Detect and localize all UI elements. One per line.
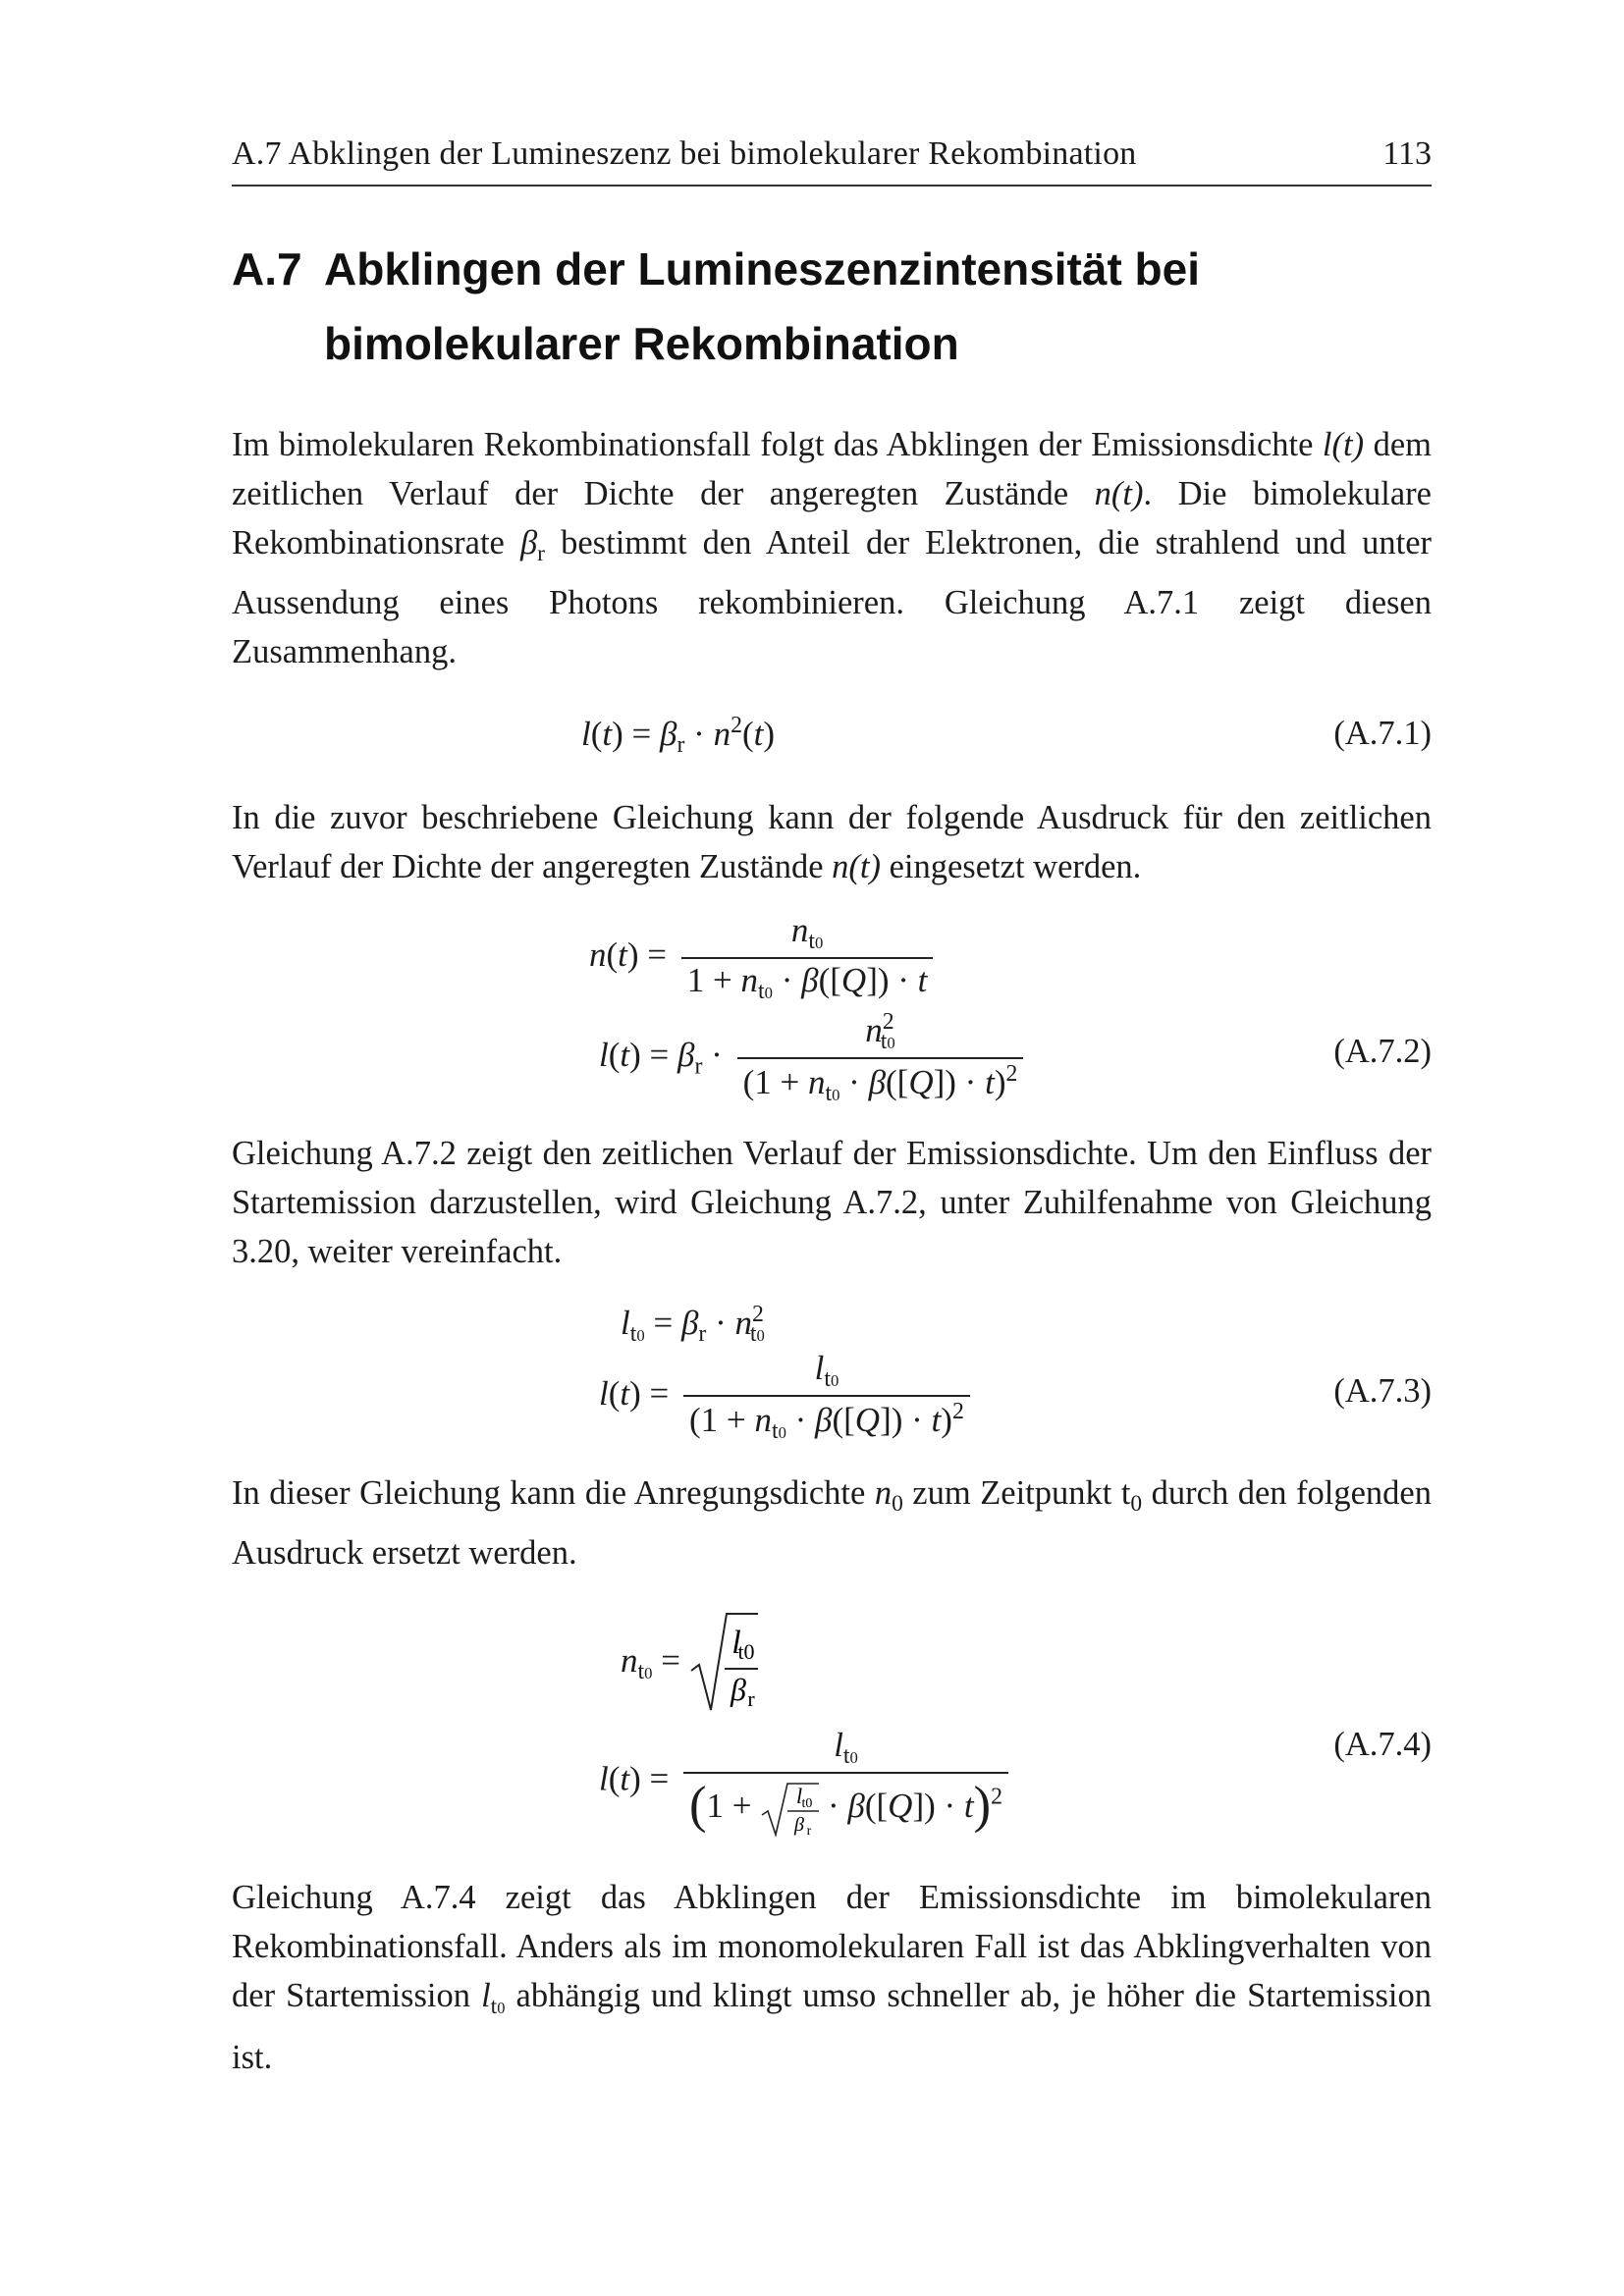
paragraph-5 bbox=[232, 1873, 1432, 2082]
t0-sub: 0 bbox=[1130, 1491, 1143, 1518]
svg-text:r: r bbox=[747, 1686, 755, 1711]
svg-text:β: β bbox=[730, 1672, 746, 1707]
equation-number-4: (A.7.4) bbox=[1333, 1726, 1432, 1763]
paragraph-1 bbox=[232, 420, 1432, 676]
section-title bbox=[324, 232, 1404, 381]
svg-text:l: l bbox=[731, 1625, 741, 1661]
symbol-n-of-t: n(t) bbox=[832, 848, 881, 885]
symbol-l-sub-t: t bbox=[490, 1994, 498, 2020]
svg-text:t0: t0 bbox=[801, 1795, 813, 1811]
p1-text-d: bestimmt den Anteil der Elektronen, die strahlend und unter Aussendung eines Photons rekombinieren. Gleichung A.7.1 zeigt diesen Zusammenhang. bbox=[232, 524, 1432, 671]
paragraph-3: Gleichung A.7.2 zeigt den zeitlichen Verlauf der Emissionsdichte. Um den Einfluss der Startemission darzustellen, wird Gleichung A.7.2, unter Zuhilfenahme von Gleichung 3.20, weiter vereinfacht. bbox=[232, 1135, 1432, 1270]
p1-text-b: dem zeitlichen Verlauf der Dichte der angeregten Zustände bbox=[232, 426, 1432, 512]
p4-text-b: zum Zeitpunkt t bbox=[902, 1474, 1131, 1512]
symbol-n0: n bbox=[874, 1474, 893, 1512]
p1-text-c: . Die bimolekulare Rekombinationsrate bbox=[232, 475, 1432, 561]
equation-number-1: (A.7.1) bbox=[1333, 715, 1432, 752]
paragraph-2 bbox=[232, 793, 1432, 891]
p5-text-b: abhängig und klingt umso schneller ab, je höher die Startemission ist. bbox=[232, 1977, 1432, 2077]
equation-a-7-1: $l(t) = \beta_r \cdot n^2(t)$ bbox=[581, 713, 776, 759]
symbol-n-of-t: n(t) bbox=[1094, 475, 1144, 512]
section-title-line1: Abklingen der Lumineszenzintensität bei bbox=[324, 243, 1201, 294]
p1-text-a: Im bimolekularen Rekombinationsfall folgt das Abklingen der Emissionsdichte bbox=[232, 426, 1323, 463]
symbol-l-of-t: l(t) bbox=[1322, 426, 1365, 463]
symbol-l-sub-0: 0 bbox=[497, 1999, 506, 2018]
sqrt-icon bbox=[689, 1610, 758, 1718]
page-number: 113 bbox=[1382, 135, 1432, 172]
svg-text:t0: t0 bbox=[737, 1639, 755, 1664]
p4-text-a: In dieser Gleichung kann die Anregungsdichte bbox=[232, 1474, 875, 1512]
p2-text-a: In die zuvor beschriebene Gleichung kann der folgende Ausdruck für den zeitlichen Verlauf der Dichte der angeregten Zustände bbox=[232, 799, 1432, 885]
svg-text:l: l bbox=[796, 1783, 803, 1808]
sqrt-icon-small bbox=[760, 1780, 819, 1839]
p5-text-a: Gleichung A.7.4 zeigt das Abklingen der Emissionsdichte im bimolekularen Rekombinationsfall. Anders als im monomolekularen Fall ist das Abklingverhalten von der Startemission bbox=[232, 1879, 1432, 2014]
symbol-l: l bbox=[481, 1977, 491, 2014]
symbol-l-sub bbox=[491, 1994, 506, 2019]
equation-number-3: (A.7.3) bbox=[1333, 1372, 1432, 1410]
running-head bbox=[232, 135, 1432, 187]
p2-text-b: eingesetzt werden. bbox=[880, 848, 1142, 885]
svg-text:β: β bbox=[794, 1813, 805, 1836]
section-number: A.7 bbox=[232, 243, 302, 294]
svg-text:r: r bbox=[806, 1823, 812, 1839]
symbol-n0-sub: 0 bbox=[892, 1491, 903, 1518]
p4-text-c: durch den folgenden Ausdruck ersetzt werden. bbox=[232, 1474, 1432, 1573]
paragraph-4 bbox=[232, 1468, 1432, 1577]
section-title-line2: bimolekularer Rekombination bbox=[324, 318, 959, 369]
symbol-beta: β bbox=[519, 524, 538, 561]
equation-number-2: (A.7.2) bbox=[1333, 1033, 1432, 1070]
running-head-title: A.7 Abklingen der Lumineszenz bei bimolekularer Rekombination bbox=[232, 135, 1137, 172]
symbol-beta-sub: r bbox=[537, 541, 545, 567]
